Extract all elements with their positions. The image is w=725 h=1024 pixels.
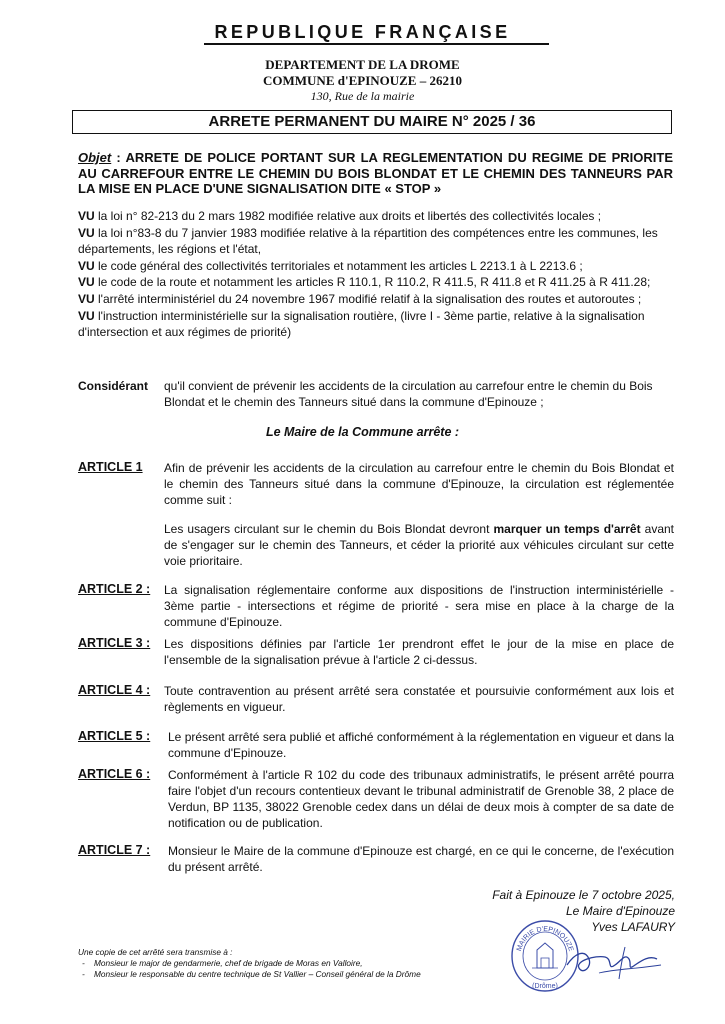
article-1-text-2: Les usagers circulant sur le chemin du Bois Blondat devront marquer un temps d'arrêt avant de s'engager sur le chemin des Tanneurs, et céder la priorité aux véhicules circulant sur cette voie prioritaire. xyxy=(164,522,674,568)
seal-top-text: MAIRIE D'EPINOUZE xyxy=(515,925,575,953)
article-6-label: ARTICLE 6 : xyxy=(78,767,151,781)
article-1-emphasis: marquer un temps d'arrêt xyxy=(493,522,641,536)
vu-item: VU la loi n°83-8 du 7 janvier 1983 modifiée relative à la répartition des compétences entre les communes, les départements, les régions et l'état, xyxy=(78,225,658,257)
article-4-text: Toute contravention au présent arrêté sera constatée et poursuivie conformément aux lois et règlements en vigueur. xyxy=(164,684,674,714)
article-5-label: ARTICLE 5 : xyxy=(78,729,151,743)
department-line: DEPARTEMENT DE LA DROME xyxy=(265,57,460,72)
vu-item: VU la loi n° 82-213 du 2 mars 1982 modifiée relative aux droits et libertés des collectivités locales ; xyxy=(78,209,602,223)
address-line: 130, Rue de la mairie xyxy=(310,89,415,103)
objet-text: : ARRETE DE POLICE PORTANT SUR LA REGLEMENTATION DU REGIME DE PRIORITE AU CARREFOUR ENTRE LE CHEMIN DU BOIS BLONDAT ET LE CHEMIN DES TANNEURS PAR LA MISE EN PLACE D'UNE SIGNALISATION DITE « STOP » xyxy=(78,150,673,197)
article-2-label: ARTICLE 2 : xyxy=(78,582,151,596)
article-3-text: Les dispositions définies par l'article 1er prendront effet le jour de la mise en place de l'ensemble de la signalisation prévue à l'article 2 ci-dessus. xyxy=(164,637,674,667)
article-2-text: La signalisation réglementaire conforme aux dispositions de l'instruction interministérielle - 3ème partie - intersections et régime de priorité - sera mise en place à la charge de la commune d'Epinouze. xyxy=(164,583,674,629)
signature-title: Le Maire d'Epinouze xyxy=(565,904,675,918)
signature-name: Yves LAFAURY xyxy=(591,920,675,934)
copy-note-item: - Monsieur le responsable du centre technique de St Vallier – Conseil général de la Drôme xyxy=(78,969,421,980)
objet-label: Objet xyxy=(78,150,112,165)
article-7-label: ARTICLE 7 : xyxy=(78,843,151,857)
article-7-text: Monsieur le Maire de la commune d'Epinouze est chargé, en ce qui le concerne, de l'exécution du présent arrêté. xyxy=(168,844,674,874)
objet-paragraph xyxy=(78,150,673,197)
maire-arrete-heading: Le Maire de la Commune arrête : xyxy=(265,425,460,439)
article-6-text: Conformément à l'article R 102 du code des tribunaux administratifs, le présent arrêté pourra faire l'objet d'un recours contentieux devant le tribunal administratif de Grenoble 38, 2 place de Verdun, BP 1135, 38022 Grenoble cedex dans un délai de deux mois à compter de sa date de notification ou de publication. xyxy=(168,768,674,830)
copy-note xyxy=(78,947,421,980)
vu-item: VU l'instruction interministérielle sur la signalisation routière, (livre I - 3ème partie, relative à la signalisation d'intersection et aux régimes de priorité) xyxy=(78,308,645,340)
vu-item: VU l'arrêté interministériel du 24 novembre 1967 modifié relatif à la signalisation des routes et autoroutes ; xyxy=(78,291,642,306)
article-3-label: ARTICLE 3 : xyxy=(78,636,151,650)
vu-item: VU le code général des collectivités territoriales et notamment les articles L 2213.1 à L 2213.6 ; xyxy=(78,258,583,273)
considerant-text: qu'il convient de prévenir les accidents de la circulation au carrefour entre le chemin du Bois Blondat et le chemin des Tanneurs situé dans la commune d'Epinouze ; xyxy=(164,379,653,409)
vu-list xyxy=(78,208,678,341)
article-4-label: ARTICLE 4 : xyxy=(78,683,151,697)
copy-note-item: - Monsieur le major de gendarmerie, chef de brigade de Moras en Valloire, xyxy=(78,958,421,969)
republic-underline xyxy=(204,43,549,45)
article-1-text: Afin de prévenir les accidents de la circulation au carrefour entre le chemin du Bois Blondat et le chemin des Tanneurs situé dans la commune d'Epinouze, la circulation est réglementée comme suit : xyxy=(164,461,674,507)
article-1-label: ARTICLE 1 xyxy=(78,460,143,474)
signature-date: Fait à Epinouze le 7 octobre 2025, xyxy=(492,888,675,902)
copy-note-intro: Une copie de cet arrêté sera transmise à : xyxy=(78,947,233,957)
considerant-label: Considérant xyxy=(78,379,149,393)
republic-heading: REPUBLIQUE FRANÇAISE xyxy=(214,22,511,42)
article-5-text: Le présent arrêté sera publié et affiché conformément à la réglementation en vigueur et dans la commune d'Epinouze. xyxy=(168,730,674,760)
seal-bottom-text: (Drôme) xyxy=(532,983,558,990)
commune-line: COMMUNE d'EPINOUZE – 26210 xyxy=(263,73,462,88)
decree-title: ARRETE PERMANENT DU MAIRE N° 2025 / 36 xyxy=(72,110,672,134)
vu-item: VU le code de la route et notamment les articles R 110.1, R 110.2, R 411.5, R 411.8 et R 411.25 à R 411.28; xyxy=(78,275,651,290)
mayor-signature xyxy=(565,935,665,985)
